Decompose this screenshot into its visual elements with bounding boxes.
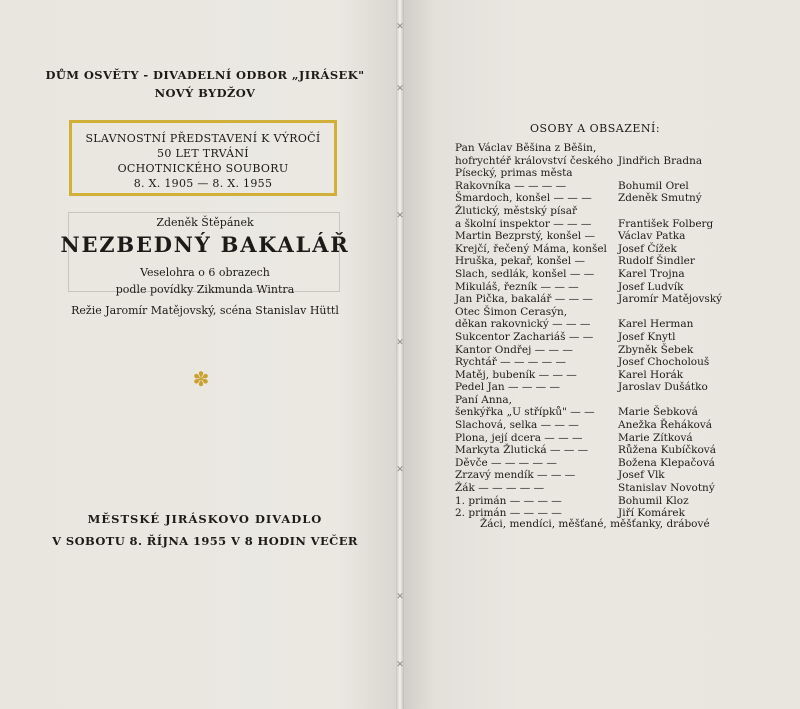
actor-name: Rudolf Šindler (618, 255, 695, 268)
actor-name: Václav Patka (618, 230, 686, 243)
town-heading: NOVÝ BYDŽOV (154, 86, 256, 100)
cast-row (455, 381, 755, 394)
role-name: Zrzavý mendík — — — (455, 469, 576, 482)
actor-name: Zbyněk Šebek (618, 343, 694, 356)
play-source: podle povídky Zikmunda Wintra (115, 283, 295, 296)
cast-row (455, 306, 755, 319)
role-name: Šmardoch, konšel — — — (455, 192, 592, 205)
stitch-mark: ✕ (396, 22, 404, 32)
actor-name: Jiří Komárek (618, 507, 685, 520)
role-name: 2. primán — — — — (455, 507, 562, 520)
role-name: Matěj, bubeník — — — (455, 368, 577, 381)
cast-row (455, 331, 755, 344)
cast-row (455, 192, 755, 205)
venue-name: MĚSTSKÉ JIRÁSKOVO DIVADLO (87, 512, 323, 526)
actor-name: Josef Vlk (618, 469, 665, 482)
stitch-mark: ✕ (396, 465, 404, 475)
cast-row (455, 167, 755, 180)
actor-name: Jindřich Bradna (618, 154, 703, 167)
actor-name: Karel Herman (618, 318, 694, 331)
role-name: Martin Bezprstý, konšel — (455, 230, 595, 243)
cast-row (455, 419, 755, 432)
role-name: Mikuláš, řezník — — — (455, 280, 579, 293)
stitch-mark: ✕ (396, 84, 404, 94)
actor-name: Zdeněk Smutný (618, 192, 702, 205)
cast-row (455, 230, 755, 243)
direction-credits: Režie Jaromír Matějovský, scéna Stanislav Hüttl (71, 304, 339, 317)
actor-name: Anežka Řeháková (618, 419, 713, 432)
role-name: Slachová, selka — — — (455, 419, 579, 432)
cast-row (455, 495, 755, 508)
cast-row (455, 356, 755, 369)
actor-name: Stanislav Novotný (618, 482, 715, 495)
cast-row (455, 155, 755, 168)
role-name: hofrychtéř království českého (455, 154, 613, 167)
performance-date: V SOBOTU 8. ŘÍJNA 1955 V 8 HODIN VEČER (52, 534, 358, 548)
actor-name: Karel Trojna (618, 267, 685, 280)
cast-row (455, 293, 755, 306)
role-name: Rakovníka — — — — (455, 179, 567, 192)
stitch-mark: ✕ (396, 211, 404, 221)
ornament-icon: ✽ (192, 367, 210, 391)
cast-row (455, 218, 755, 231)
book-gutter (396, 0, 404, 709)
role-name: Písecký, primas města (455, 167, 573, 180)
role-name: Žák — — — — — (455, 482, 545, 495)
role-name: šenkýřka „U střípků" — — (455, 406, 595, 419)
actor-name: Josef Knytl (618, 330, 676, 343)
cast-row (455, 205, 755, 218)
role-name: Plona, její dcera — — — (455, 431, 583, 444)
extras-line: Žáci, mendíci, měšťané, měšťanky, drábové (480, 518, 710, 530)
cast-row (455, 243, 755, 256)
left-page (0, 0, 398, 709)
stitch-mark: ✕ (396, 660, 404, 670)
actor-name: Josef Ludvík (618, 280, 684, 293)
author-name: Zdeněk Štěpánek (156, 216, 254, 229)
role-name: Krejčí, řečený Máma, konšel (455, 242, 607, 255)
cast-row (455, 457, 755, 470)
cast-heading: OSOBY A OBSAZENÍ: (530, 122, 661, 135)
actor-name: Josef Čížek (618, 242, 677, 255)
cast-row (455, 369, 755, 382)
cast-row (455, 344, 755, 357)
cast-row (455, 268, 755, 281)
role-name: Markyta Žlutická — — — (455, 444, 589, 457)
actor-name: Josef Chocholouš (618, 356, 710, 369)
actor-name: Jaroslav Dušátko (618, 381, 708, 394)
cast-row (455, 318, 755, 331)
role-name: 1. primán — — — — (455, 494, 562, 507)
cast-row (455, 406, 755, 419)
anniversary-box (69, 120, 337, 196)
actor-name: Marie Šebková (618, 406, 698, 419)
role-name: Děvče — — — — — (455, 456, 557, 469)
role-name: Otec Šimon Cerasýn, (455, 305, 568, 318)
actor-name: Marie Zítková (618, 431, 693, 444)
role-name: Kantor Ondřej — — — (455, 343, 573, 356)
cast-row (455, 432, 755, 445)
play-genre: Veselohra o 6 obrazech (140, 266, 270, 279)
role-name: Jan Pička, bakalář — — — (455, 293, 593, 306)
organizer-heading: DŮM OSVĚTY - DIVADELNÍ ODBOR „JIRÁSEK" (45, 68, 365, 82)
role-name: děkan rakovnický — — — (455, 318, 591, 331)
cast-row (455, 482, 755, 495)
stitch-mark: ✕ (396, 338, 404, 348)
role-name: Paní Anna, (455, 393, 513, 406)
actor-name: Božena Klepačová (618, 456, 715, 469)
actor-name: Karel Horák (618, 368, 684, 381)
role-name: Rychtář — — — — — (455, 356, 566, 369)
cast-row (455, 142, 755, 155)
role-name: Pan Václav Běšina z Běšin, (455, 142, 597, 154)
role-name: Pedel Jan — — — — (455, 381, 561, 394)
actor-name: Jaromír Matějovský (618, 293, 723, 306)
stitch-mark: ✕ (396, 592, 404, 602)
anniversary-line: OCHOTNICKÉHO SOUBORU (117, 162, 289, 175)
actor-name: František Folberg (618, 217, 714, 230)
anniversary-line: SLAVNOSTNÍ PŘEDSTAVENÍ K VÝROČÍ (85, 132, 321, 145)
anniversary-line: 50 LET TRVÁNÍ (157, 147, 249, 160)
actor-name: Růžena Kubíčková (618, 444, 716, 457)
role-name: Slach, sedlák, konšel — — (455, 267, 595, 280)
anniversary-dates: 8. X. 1905 — 8. X. 1955 (133, 177, 273, 190)
cast-row (455, 469, 755, 482)
cast-row (455, 255, 755, 268)
cast-row (455, 180, 755, 193)
cast-list (455, 142, 755, 520)
cast-row (455, 281, 755, 294)
play-title: NEZBEDNÝ BAKALÁŘ (60, 232, 350, 257)
role-name: Hruška, pekař, konšel — (455, 255, 585, 268)
cast-row (455, 444, 755, 457)
role-name: a školní inspektor — — — (455, 217, 592, 230)
actor-name: Bohumil Kloz (618, 494, 689, 507)
role-name: Sukcentor Zachariáš — — (455, 330, 594, 343)
actor-name: Bohumil Orel (618, 179, 689, 192)
cast-row (455, 394, 755, 407)
role-name: Žlutický, městský písař (455, 204, 577, 217)
